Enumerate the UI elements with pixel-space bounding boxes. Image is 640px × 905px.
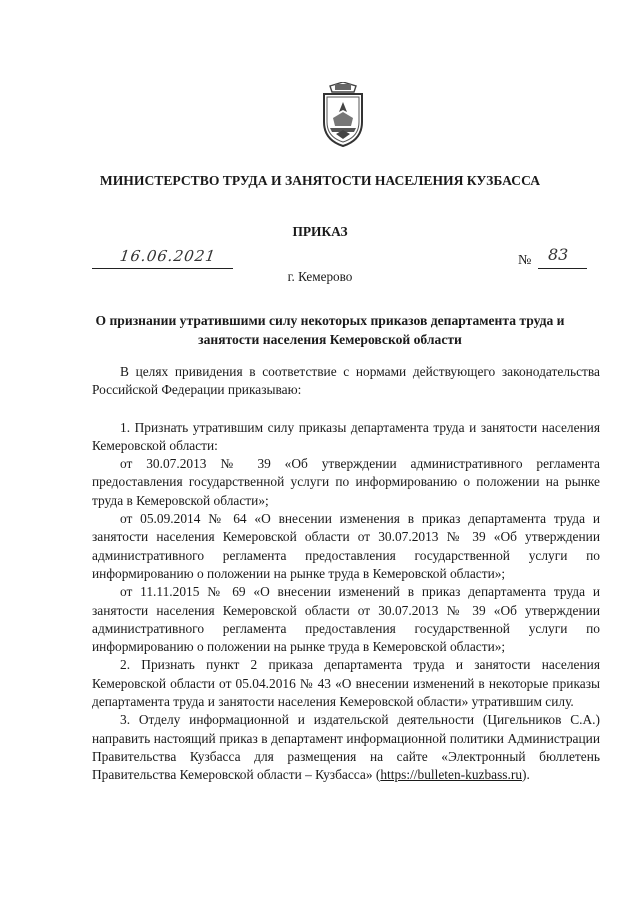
document-type: ПРИКАЗ: [292, 224, 348, 239]
document-title: О признании утратившими силу некоторых приказов департамента труда и занятости населения Кемеровской области: [95, 313, 565, 347]
paragraph-order-1: от 30.07.2013 № 39 «Об утверждении административного регламента предоставления государственной услуги по информированию о положении на рынке труда в Кемеровской области»;: [92, 456, 600, 508]
ministry-name: МИНИСТЕРСТВО ТРУДА И ЗАНЯТОСТИ НАСЕЛЕНИЯ КУЗБАССА: [99, 173, 541, 188]
document-number: 83: [548, 245, 569, 264]
bulletin-link[interactable]: https://bulleten-kuzbass.ru: [380, 767, 523, 783]
number-label: №: [518, 253, 532, 268]
paragraph-order-2: от 05.09.2014 № 64 «О внесении изменения в приказ департамента труда и занятости населения Кемеровской области от 30.07.2013 № 39 «Об утверждении административного регламента предоставления государственной услуги по информированию о положении на рынке труда в Кемеровской области»;: [92, 511, 600, 581]
city: г. Кемерово: [287, 269, 353, 284]
coat-of-arms-icon: [318, 82, 368, 148]
paragraph-order-3: от 11.11.2015 № 69 «О внесении изменений в приказ департамента труда и занятости населения Кемеровской области от 30.07.2013 № 39 «Об утверждении административного регламента предоставления государственной услуги по информированию о положении на рынке труда в Кемеровской области»;: [92, 584, 600, 655]
item3-text: 3. Отделу информационной и издательской деятельности (Цигельников С.А.) направить настоящий приказ в департамент информационной политики Администрации Правительства Кузбасса для размещения на сайте «Электронный бюллетень Правительства Кемеровской области – Кузбасса» (: [92, 712, 600, 783]
document-body: [92, 363, 600, 785]
document-date: 16.06.2021: [118, 247, 218, 265]
paragraph-item-1: 1. Признать утратившим силу приказы департамента труда и занятости населения Кемеровской области:: [92, 419, 600, 453]
preamble: В целях привидения в соответствие с нормами действующего законодательства Российской Федерации приказываю:: [92, 364, 600, 398]
paragraph-item-2: 2. Признать пункт 2 приказа департамента труда и занятости населения Кемеровской области от 05.04.2016 № 43 «О внесении изменений в некоторые приказы департамента труда и занятости населения Кемеровской области» утратившим силу.: [92, 657, 600, 710]
item3-tail: ).: [522, 767, 530, 783]
paragraph-item-3: [92, 711, 600, 784]
